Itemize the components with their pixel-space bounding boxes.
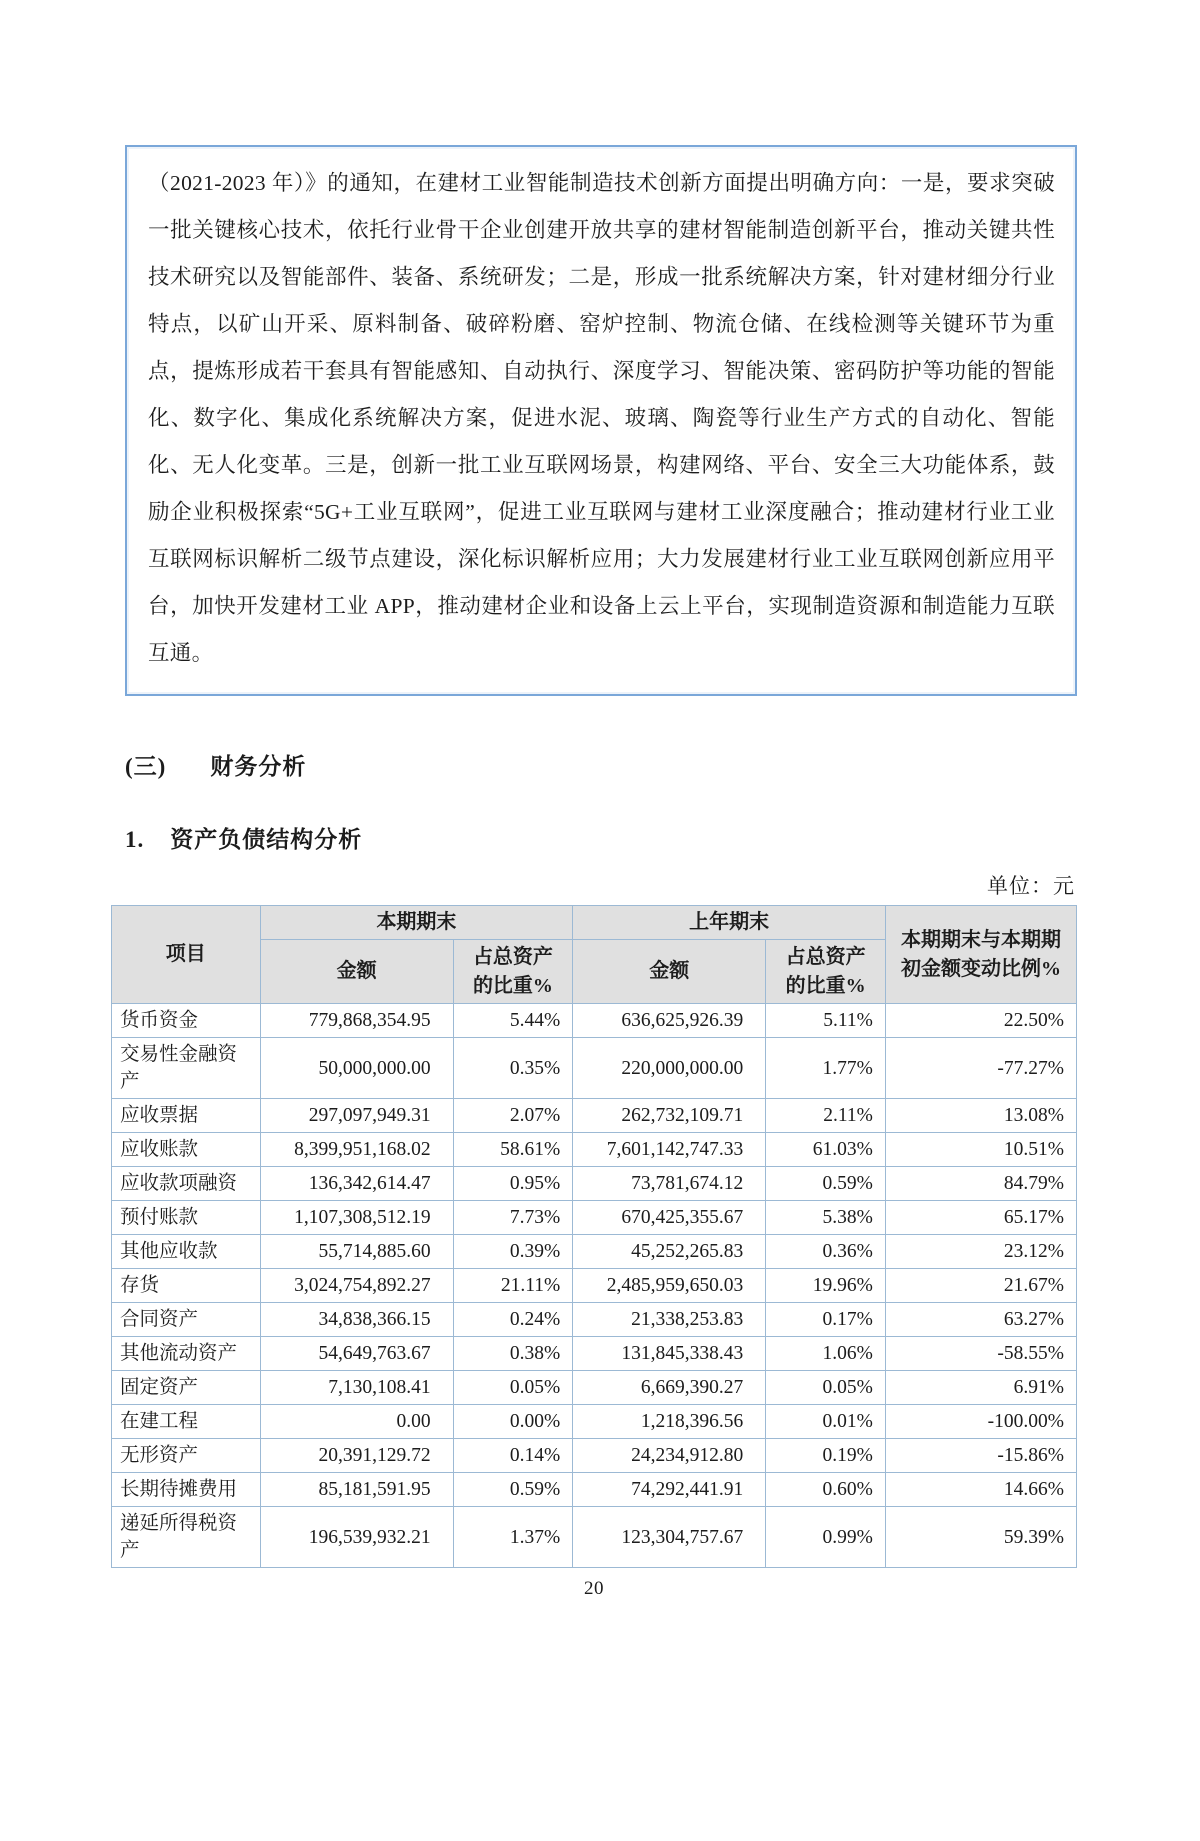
cur-amount-cell: 85,181,591.95 <box>260 1473 453 1507</box>
change-cell: 10.51% <box>885 1133 1076 1167</box>
table-row <box>112 1038 1077 1099</box>
cur-amount-cell: 0.00 <box>260 1405 453 1439</box>
prev-pct-cell: 61.03% <box>766 1133 886 1167</box>
policy-notice-box <box>125 145 1077 696</box>
header-previous-period: 上年期末 <box>573 906 886 940</box>
table-row <box>112 1507 1077 1568</box>
prev-pct-cell: 0.59% <box>766 1167 886 1201</box>
cur-pct-cell: 0.14% <box>453 1439 573 1473</box>
prev-amount-cell: 2,485,959,650.03 <box>573 1269 766 1303</box>
change-cell: 13.08% <box>885 1099 1076 1133</box>
prev-pct-cell: 19.96% <box>766 1269 886 1303</box>
sub-heading-number: 1. <box>125 827 145 852</box>
change-cell: 63.27% <box>885 1303 1076 1337</box>
item-cell: 存货 <box>112 1269 261 1303</box>
cur-amount-cell: 3,024,754,892.27 <box>260 1269 453 1303</box>
header-previous-amount: 金额 <box>573 940 766 1004</box>
prev-pct-cell: 1.77% <box>766 1038 886 1099</box>
section-heading-title: 财务分析 <box>210 754 307 779</box>
change-cell: 22.50% <box>885 1004 1076 1038</box>
table-row <box>112 1099 1077 1133</box>
cur-amount-cell: 55,714,885.60 <box>260 1235 453 1269</box>
header-item: 项目 <box>112 906 261 1004</box>
item-cell: 预付账款 <box>112 1201 261 1235</box>
prev-pct-cell: 0.19% <box>766 1439 886 1473</box>
page-number: 20 <box>584 1578 604 1599</box>
item-cell: 货币资金 <box>112 1004 261 1038</box>
section-heading-number: (三) <box>125 754 167 779</box>
header-current-amount: 金额 <box>260 940 453 1004</box>
prev-amount-cell: 636,625,926.39 <box>573 1004 766 1038</box>
table-row <box>112 1337 1077 1371</box>
item-cell: 其他应收款 <box>112 1235 261 1269</box>
change-cell: 6.91% <box>885 1371 1076 1405</box>
section-heading <box>125 748 1200 781</box>
prev-amount-cell: 131,845,338.43 <box>573 1337 766 1371</box>
cur-pct-cell: 2.07% <box>453 1099 573 1133</box>
cur-pct-cell: 58.61% <box>453 1133 573 1167</box>
cur-amount-cell: 779,868,354.95 <box>260 1004 453 1038</box>
cur-amount-cell: 54,649,763.67 <box>260 1337 453 1371</box>
table-row <box>112 1235 1077 1269</box>
prev-pct-cell: 0.01% <box>766 1405 886 1439</box>
cur-pct-cell: 0.24% <box>453 1303 573 1337</box>
cur-amount-cell: 20,391,129.72 <box>260 1439 453 1473</box>
prev-amount-cell: 1,218,396.56 <box>573 1405 766 1439</box>
prev-amount-cell: 670,425,355.67 <box>573 1201 766 1235</box>
change-cell: 21.67% <box>885 1269 1076 1303</box>
item-cell: 应收款项融资 <box>112 1167 261 1201</box>
cur-pct-cell: 21.11% <box>453 1269 573 1303</box>
prev-amount-cell: 6,669,390.27 <box>573 1371 766 1405</box>
change-cell: 23.12% <box>885 1235 1076 1269</box>
cur-pct-cell: 1.37% <box>453 1507 573 1568</box>
cur-amount-cell: 50,000,000.00 <box>260 1038 453 1099</box>
cur-pct-cell: 0.00% <box>453 1405 573 1439</box>
cur-pct-cell: 0.95% <box>453 1167 573 1201</box>
prev-pct-cell: 0.60% <box>766 1473 886 1507</box>
prev-amount-cell: 45,252,265.83 <box>573 1235 766 1269</box>
prev-pct-cell: 2.11% <box>766 1099 886 1133</box>
item-cell: 应收账款 <box>112 1133 261 1167</box>
sub-heading-title: 资产负债结构分析 <box>170 827 363 852</box>
item-cell: 合同资产 <box>112 1303 261 1337</box>
cur-pct-cell: 0.35% <box>453 1038 573 1099</box>
header-current-pct: 占总资产 的比重% <box>453 940 573 1004</box>
document-page <box>0 145 1200 1841</box>
cur-amount-cell: 8,399,951,168.02 <box>260 1133 453 1167</box>
table-row <box>112 1201 1077 1235</box>
prev-amount-cell: 220,000,000.00 <box>573 1038 766 1099</box>
table-row <box>112 1133 1077 1167</box>
header-current-period: 本期期末 <box>260 906 573 940</box>
item-cell: 应收票据 <box>112 1099 261 1133</box>
item-cell: 其他流动资产 <box>112 1337 261 1371</box>
cur-amount-cell: 297,097,949.31 <box>260 1099 453 1133</box>
prev-pct-cell: 5.11% <box>766 1004 886 1038</box>
prev-pct-cell: 0.36% <box>766 1235 886 1269</box>
prev-pct-cell: 1.06% <box>766 1337 886 1371</box>
table-row <box>112 1473 1077 1507</box>
table-row <box>112 1004 1077 1038</box>
item-cell: 交易性金融资产 <box>112 1038 261 1099</box>
table-row <box>112 1439 1077 1473</box>
prev-pct-cell: 0.99% <box>766 1507 886 1568</box>
cur-pct-cell: 5.44% <box>453 1004 573 1038</box>
prev-pct-cell: 0.17% <box>766 1303 886 1337</box>
header-group-row <box>112 906 1077 940</box>
item-cell: 长期待摊费用 <box>112 1473 261 1507</box>
cur-amount-cell: 1,107,308,512.19 <box>260 1201 453 1235</box>
header-change-ratio: 本期期末与本期期 初金额变动比例% <box>885 906 1076 1004</box>
cur-pct-cell: 0.05% <box>453 1371 573 1405</box>
unit-label: 单位：元 <box>987 874 1075 898</box>
table-body <box>112 1004 1077 1568</box>
cur-pct-cell: 0.38% <box>453 1337 573 1371</box>
item-cell: 在建工程 <box>112 1405 261 1439</box>
table-header <box>112 906 1077 1004</box>
prev-amount-cell: 7,601,142,747.33 <box>573 1133 766 1167</box>
cur-pct-cell: 0.59% <box>453 1473 573 1507</box>
prev-amount-cell: 73,781,674.12 <box>573 1167 766 1201</box>
item-cell: 无形资产 <box>112 1439 261 1473</box>
cur-amount-cell: 196,539,932.21 <box>260 1507 453 1568</box>
change-cell: -15.86% <box>885 1439 1076 1473</box>
prev-amount-cell: 21,338,253.83 <box>573 1303 766 1337</box>
cur-amount-cell: 34,838,366.15 <box>260 1303 453 1337</box>
cur-pct-cell: 0.39% <box>453 1235 573 1269</box>
table-row <box>112 1371 1077 1405</box>
table-row <box>112 1405 1077 1439</box>
prev-pct-cell: 5.38% <box>766 1201 886 1235</box>
change-cell: -58.55% <box>885 1337 1076 1371</box>
table-row <box>112 1269 1077 1303</box>
item-cell: 递延所得税资产 <box>112 1507 261 1568</box>
change-cell: 14.66% <box>885 1473 1076 1507</box>
cur-amount-cell: 136,342,614.47 <box>260 1167 453 1201</box>
sub-heading <box>125 821 1200 854</box>
prev-pct-cell: 0.05% <box>766 1371 886 1405</box>
prev-amount-cell: 74,292,441.91 <box>573 1473 766 1507</box>
cur-pct-cell: 7.73% <box>453 1201 573 1235</box>
cur-amount-cell: 7,130,108.41 <box>260 1371 453 1405</box>
table-row <box>112 1167 1077 1201</box>
policy-notice-paragraph: （2021-2023 年）》的通知，在建材工业智能制造技术创新方面提出明确方向：一是，要求突破一批关键核心技术，依托行业骨干企业创建开放共享的建材智能制造创新平台，推动关键共性技术研究以及智能部件、装备、系统研发；二是，形成一批系统解决方案，针对建材细分行业特点，以矿山开采、原料制备、破碎粉磨、窑炉控制、物流仓储、在线检测等关键环节为重点，提炼形成若干套具有智能感知、自动执行、深度学习、智能决策、密码防护等功能的智能化、数字化、集成化系统解决方案，促进水泥、玻璃、陶瓷等行业生产方式的自动化、智能化、无人化变革。三是，创新一批工业互联网场景，构建网络、平台、安全三大功能体系，鼓励企业积极探索“5G+工业互联网”，促进工业互联网与建材工业深度融合；推动建材行业工业互联网标识解析二级节点建设，深化标识解析应用；大力发展建材行业工业互联网创新应用平台，加快开发建材工业 APP，推动建材企业和设备上云上平台，实现制造资源和制造能力互联互通。 <box>148 171 1055 665</box>
balance-sheet-section <box>111 870 1077 1600</box>
header-previous-pct: 占总资产 的比重% <box>766 940 886 1004</box>
change-cell: 65.17% <box>885 1201 1076 1235</box>
change-cell: 59.39% <box>885 1507 1076 1568</box>
balance-sheet-table <box>111 905 1077 1568</box>
change-cell: -100.00% <box>885 1405 1076 1439</box>
table-row <box>112 1303 1077 1337</box>
item-cell: 固定资产 <box>112 1371 261 1405</box>
change-cell: -77.27% <box>885 1038 1076 1099</box>
change-cell: 84.79% <box>885 1167 1076 1201</box>
prev-amount-cell: 24,234,912.80 <box>573 1439 766 1473</box>
prev-amount-cell: 262,732,109.71 <box>573 1099 766 1133</box>
prev-amount-cell: 123,304,757.67 <box>573 1507 766 1568</box>
